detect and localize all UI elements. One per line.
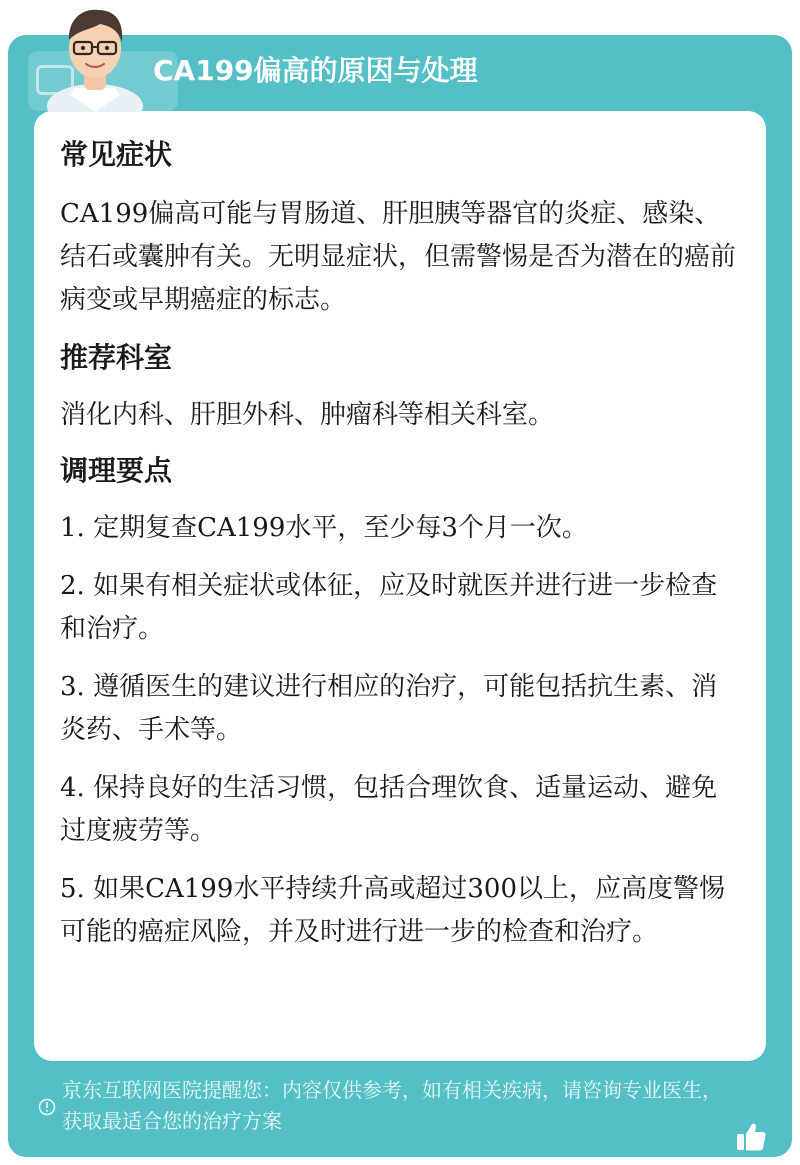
doctor-avatar (40, 0, 150, 112)
article-frame (8, 35, 792, 1157)
section-heading-symptoms: 常见症状 (60, 138, 173, 171)
content-card (34, 111, 766, 1061)
care-item: 2. 如果有相关症状或体征，应及时就医并进行进一步检查和治疗。 (60, 571, 718, 644)
care-list (60, 507, 740, 954)
page-title: CA199偏高的原因与处理 (153, 54, 478, 87)
thumbs-up-icon[interactable] (734, 1120, 768, 1154)
disclaimer-text: 京东互联网医院提醒您：内容仅供参考，如有相关疾病，请咨询专业医生，获取最适合您的治疗方案 (62, 1078, 722, 1133)
departments-text: 消化内科、肝胆外科、肿瘤科等相关科室。 (60, 400, 555, 430)
section-heading-departments: 推荐科室 (60, 341, 173, 374)
info-icon (38, 1098, 56, 1116)
symptoms-text: CA199偏高可能与胃肠道、肝胆胰等器官的炎症、感染、结石或囊肿有关。无明显症状，但需警惕是否为潜在的癌前病变或早期癌症的标志。 (60, 199, 737, 315)
care-item: 1. 定期复查CA199水平，至少每3个月一次。 (60, 513, 588, 543)
care-item: 3. 遵循医生的建议进行相应的治疗，可能包括抗生素、消炎药、手术等。 (60, 672, 718, 745)
section-heading-care: 调理要点 (60, 454, 173, 487)
care-item: 4. 保持良好的生活习惯，包括合理饮食、适量运动、避免过度疲劳等。 (60, 773, 718, 846)
care-item: 5. 如果CA199水平持续升高或超过300以上，应高度警惕可能的癌症风险，并及时进行进一步的检查和治疗。 (60, 874, 725, 947)
